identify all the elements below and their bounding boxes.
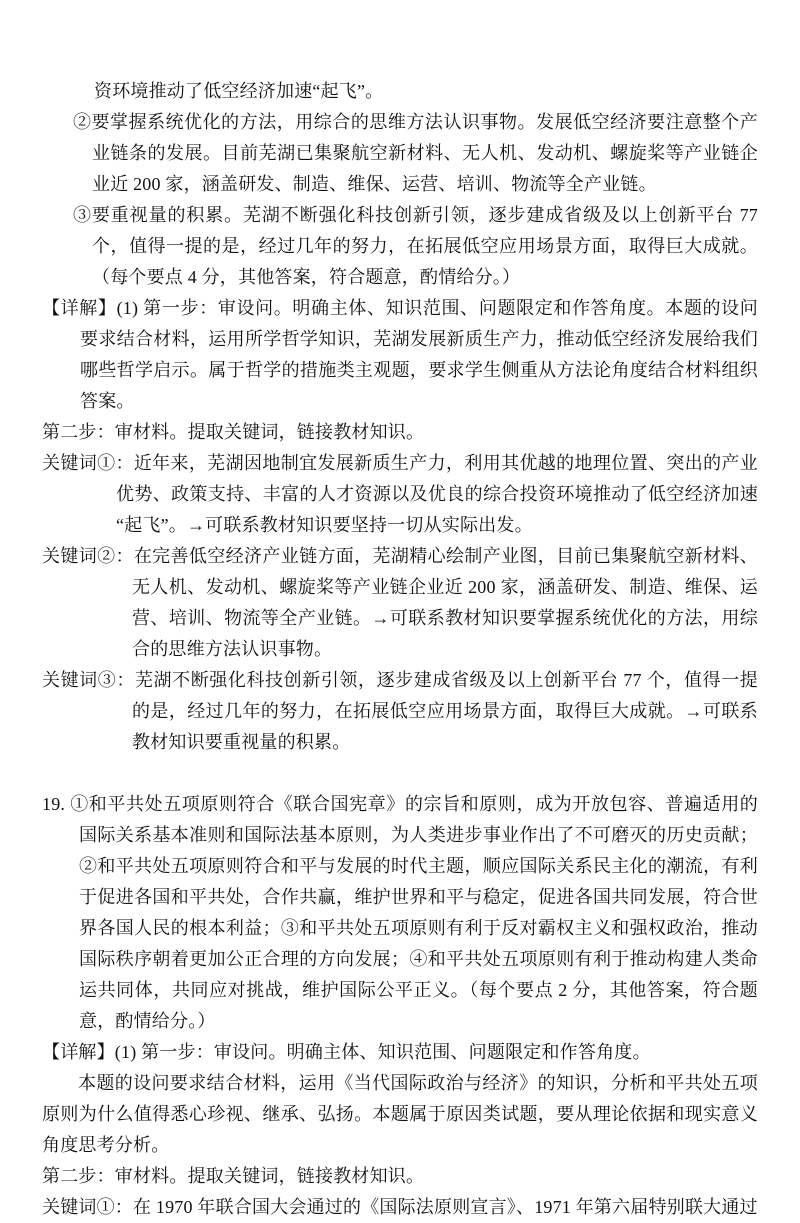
q18-step2-line: 第二步：审材料。提取关键词，链接教材知识。 — [42, 422, 425, 442]
q18-answer-point3: ③要重视量的积累。芜湖不断强化科技创新引领，逐步建成省级及以上创新平台 77 个，值得一提的是，经过几年的努力，在拓展低空应用场景方面，取得巨大成就。（每个要点 4 分，其他答案，符合题意，酌情给分。） — [73, 205, 758, 287]
q18-point1-continuation-line: 资环境推动了低空经济加速“起飞”。 — [94, 81, 384, 101]
q18-answer-point2: ②要掌握系统优化的方法，用综合的思维方法认识事物。发展低空经济要注意整个产业链条的发展。目前芜湖已集聚航空新材料、无人机、发动机、螺旋桨等产业链企业近 200 家，涵盖研发、制造、维保、运营、培训、物流等全产业链。 — [73, 112, 758, 194]
q19-detail-analysis-paragraph: 本题的设问要求结合材料，运用《当代国际政治与经济》的知识，分析和平共处五项原则为什么值得悉心珍视、继承、弘扬。本题属于原因类试题，要从理论依据和现实意义角度思考分析。 — [42, 1073, 758, 1155]
q18-keyword2-paragraph: 关键词②：在完善低空经济产业链方面，芜湖精心绘制产业图，目前已集聚航空新材料、无人机、发动机、螺旋桨等产业链企业近 200 家，涵盖研发、制造、维保、运营、培训、物流等全产业链。→可联系教材知识要掌握系统优化的方法，用综合的思维方法认识事物。 — [42, 546, 758, 659]
q19-detail-step1-line: 【详解】(1) 第一步：审设问。明确主体、知识范围、问题限定和作答角度。 — [42, 1042, 651, 1062]
q19-answer-paragraph: 19. ①和平共处五项原则符合《联合国宪章》的宗旨和原则，成为开放包容、普遍适用的国际关系基本准则和国际法基本原则，为人类进步事业作出了不可磨灭的历史贡献；②和平共处五项原则符合和平与发展的时代主题，顺应国际关系民主化的潮流，有利于促进各国和平共处，合作共赢，维护世界和平与稳定，促进各国共同发展，符合世界各国人民的根本利益；③和平共处五项原则有利于反对霸权主义和强权政治，推动国际秩序朝着更加公正合理的方向发展；④和平共处五项原则有利于推动构建人类命运共同体，共同应对挑战，维护国际公平正义。（每个要点 2 分，其他答案，符合题意，酌情给分。） — [42, 794, 758, 1031]
q18-keyword1-paragraph: 关键词①：近年来，芜湖因地制宜发展新质生产力，利用其优越的地理位置、突出的产业优势、政策支持、丰富的人才资源以及优良的综合投资环境推动了低空经济加速“起飞”。→可联系教材知识要坚持一切从实际出发。 — [42, 453, 758, 535]
q18-detail-step1-paragraph: 【详解】(1) 第一步：审设问。明确主体、知识范围、问题限定和作答角度。本题的设问要求结合材料，运用所学哲学知识，芜湖发展新质生产力，推动低空经济发展给我们哪些哲学启示。属于哲学的措施类主观题，要求学生侧重从方法论角度结合材料组织答案。 — [42, 298, 758, 411]
q19-keyword1-line: 关键词①：在 1970 年联合国大会通过的《国际法原则宣言》、1971 年第六届特别联大通过 — [42, 1197, 758, 1217]
q18-keyword3-paragraph: 关键词③：芜湖不断强化科技创新引领，逐步建成省级及以上创新平台 77 个，值得一提的是，经过几年的努力，在拓展低空应用场景方面，取得巨大成就。→可联系教材知识要重视量的积累。 — [42, 670, 758, 752]
q19-step2-line: 第二步：审材料。提取关键词，链接教材知识。 — [42, 1166, 425, 1186]
